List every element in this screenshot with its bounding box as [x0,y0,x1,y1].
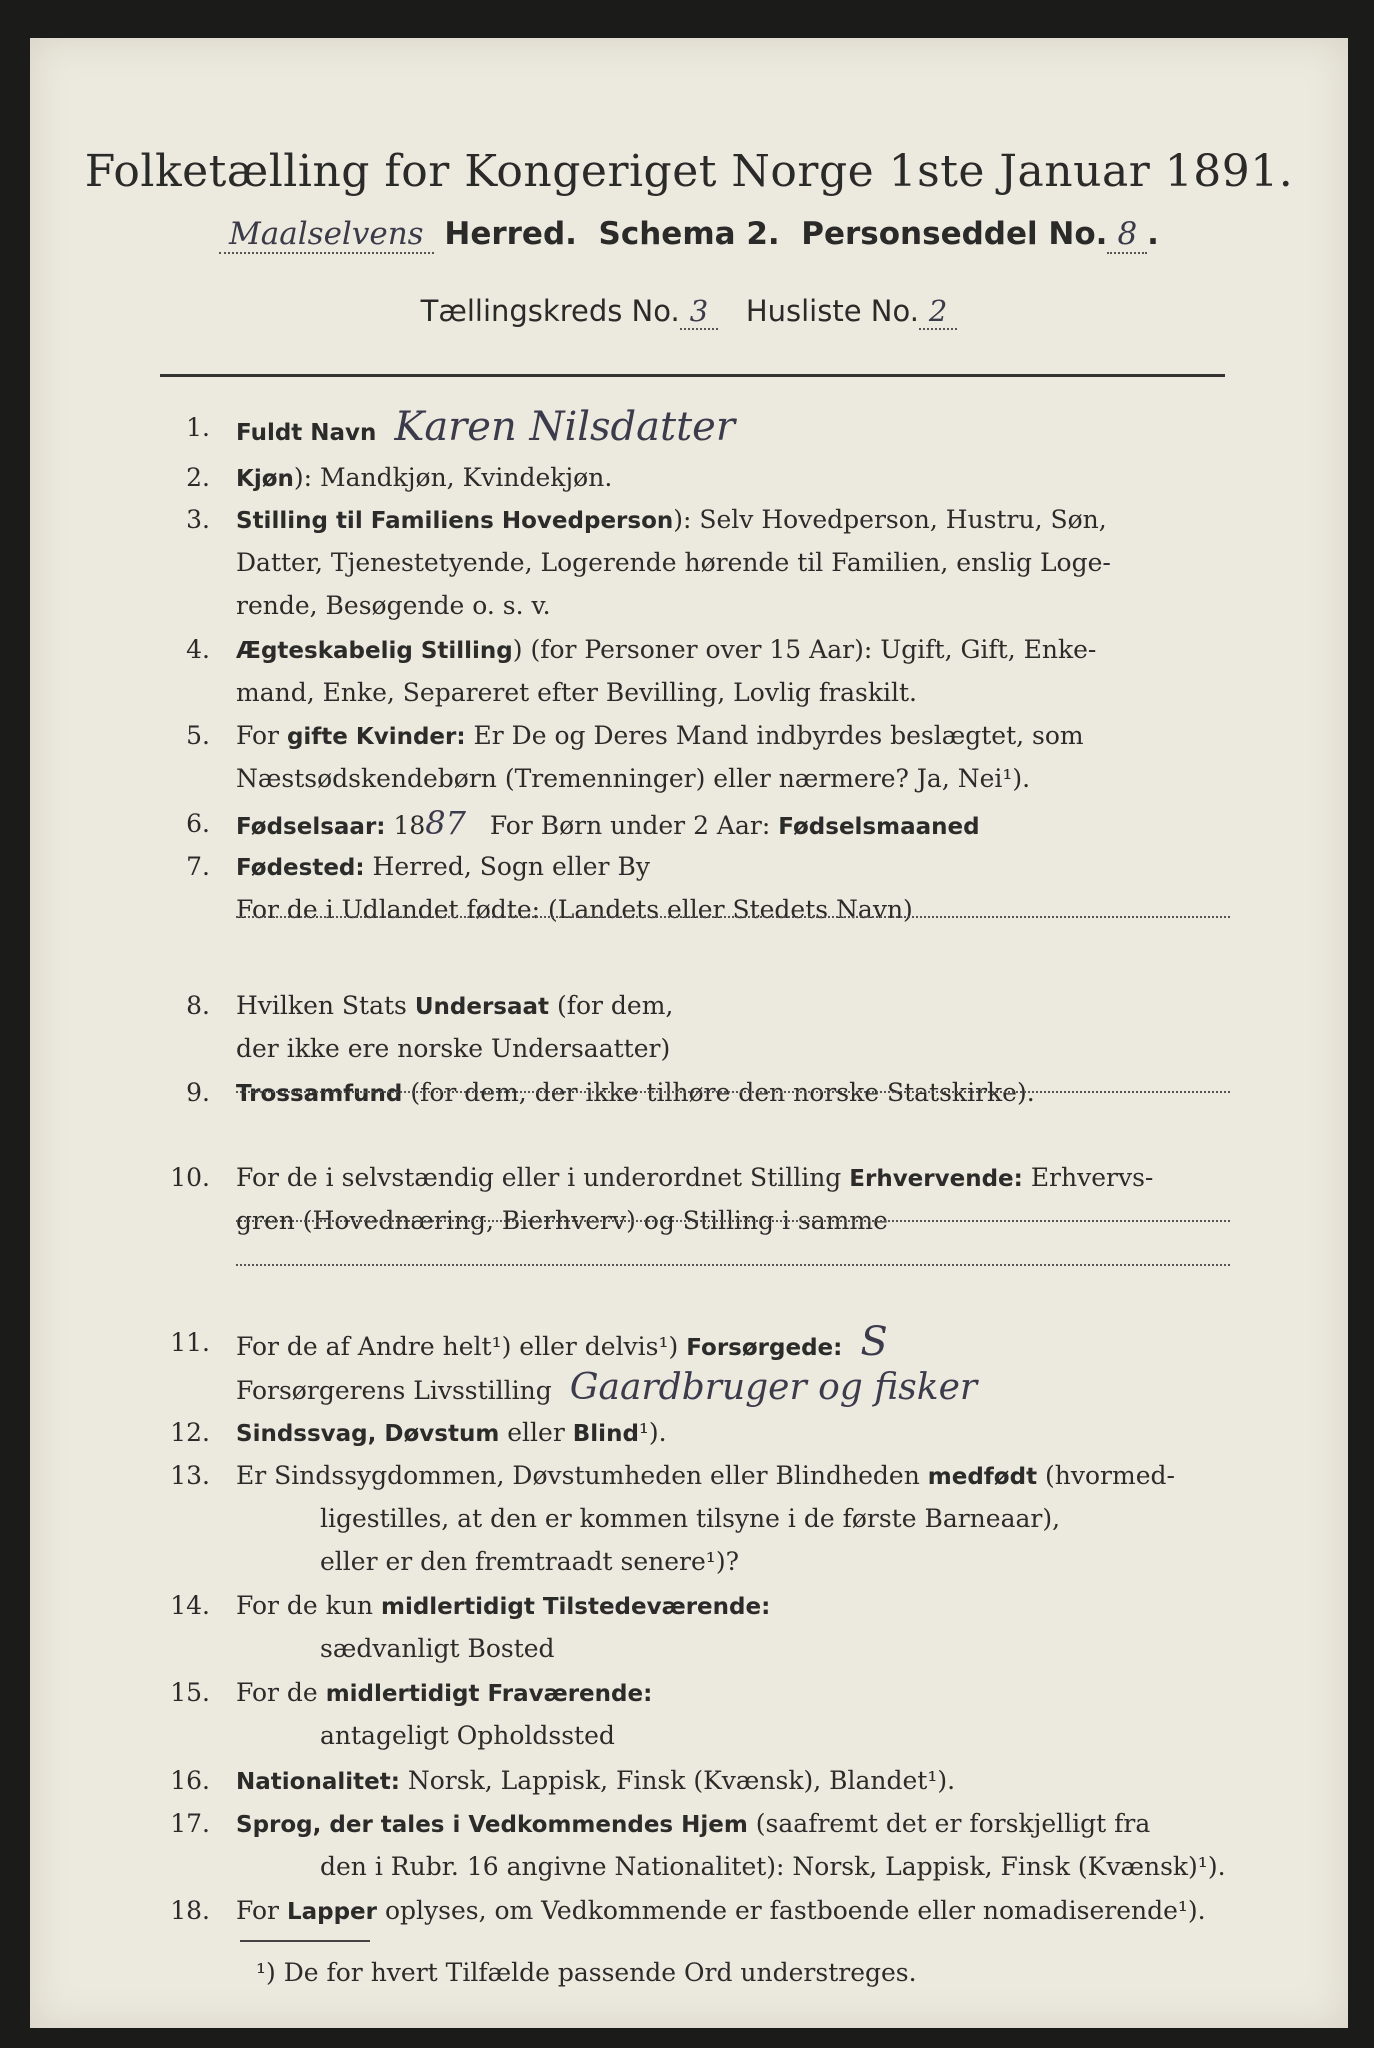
item-text: Forsørgerens Livsstilling [236,1376,552,1405]
item-number: 16. [170,1766,210,1795]
item-label: Undersaat [414,994,550,1020]
item-text: ) (for Personer over 15 Aar): Ugift, Gift, Enke- [512,635,1097,664]
item-text: antageligt Opholdssted [320,1721,615,1750]
husliste-no: 2 [919,294,957,330]
item-text: den i Rubr. 16 angivne Nationalitet): Norsk, Lappisk, Finsk (Kvænsk)¹). [320,1852,1226,1881]
item-text: Norsk, Lappisk, Finsk (Kvænsk), Blandet¹). [407,1766,956,1795]
item-label: Ægteskabelig Stilling [236,638,513,664]
item-text: For de i selvstændig eller i underordnet Stilling [236,1163,842,1192]
item-text: (for dem, [556,991,674,1020]
item-text: Datter, Tjenestetyende, Logerende hørende til Familien, enslig Loge- [236,548,1111,577]
item-text: ligestilles, at den er kommen tilsyne i de første Barneaar), [320,1504,1061,1533]
item-number: 5. [186,721,210,750]
item-text: Er De og Deres Mand indbyrdes beslægtet, som [473,721,1084,750]
item-label: Fødselsmaaned [778,814,980,840]
item-text: For de kun [236,1591,374,1620]
item-number: 7. [186,852,210,881]
item-text: For de af Andre helt¹) eller delvis¹) [236,1332,679,1361]
item-text: sædvanligt Bosted [320,1634,555,1663]
item-text: For de [236,1678,318,1707]
forsorget-value: S [860,1321,888,1365]
item-text: oplyses, om Vedkommende er fastboende eller nomadiserende¹). [384,1896,1206,1925]
item-text: For de i Udlandet fødte: (Landets eller Stedets Navn) [236,895,913,924]
husliste-label: Husliste No. [745,294,919,328]
item-text: (saafremt det er forskjelligt fra [755,1809,1151,1838]
personseddel-no: 8 [1107,216,1147,254]
item-number: 3. [186,505,210,534]
schema-label: Schema 2. [598,216,780,252]
item-number: 9. [186,1078,210,1107]
year-prefix: 18 [393,811,426,840]
item-text: Herred, Sogn eller By [372,852,650,881]
herred-label: Herred. [444,216,577,252]
item-label: Sindssvag, Døvstum [236,1421,500,1447]
item-number: 10. [170,1163,210,1192]
item-label: Kjøn [236,466,294,492]
item-text: ): Selv Hovedperson, Hustru, Søn, [673,505,1107,534]
item-label: Fuldt Navn [236,420,377,446]
full-name-value: Karen Nilsdatter [394,406,735,450]
item-label: Forsørgede: [686,1335,843,1361]
item-text: For [236,721,279,750]
item-number: 8. [186,991,210,1020]
item-label: Stilling til Familiens Hovedperson [236,508,674,534]
item-text: Er Sindssygdommen, Døvstumheden eller Blindheden [236,1461,920,1490]
form-title: Folketælling for Kongeriget Norge 1ste Januar 1891. [84,146,1294,197]
item-text: Næstsødskendebørn (Tremenninger) eller nærmere? Ja, Nei¹). [236,764,1031,793]
item-7-blank [160,916,1230,959]
item-label: Sprog, der tales i Vedkommendes Hjem [236,1812,748,1838]
item-text: mand, Enke, Separeret efter Bevilling, Lovlig fraskilt. [236,678,917,707]
item-text: gren (Hovednæring, Bierhverv) og Stilling i samme [236,1206,888,1235]
item-text: Hvilken Stats [236,991,407,1020]
item-label: Erhvervende: [849,1166,1023,1192]
item-text: eller er den fremtraadt senere¹)? [320,1547,739,1576]
item-label: gifte Kvinder: [286,724,466,750]
item-number: 6. [186,809,210,838]
item-number: 12. [170,1418,210,1447]
item-text: For Børn under 2 Aar: [489,811,771,840]
item-text: For [236,1896,279,1925]
item-number: 4. [186,635,210,664]
herred-line: Maalselvens Herred. Schema 2. Personseddel No. 8 . [30,216,1348,252]
personseddel-label: Personseddel No. [801,216,1108,252]
header-rule [160,374,1225,377]
kreds-label: Tællingskreds No. [420,294,680,328]
footnote: ¹) De for hvert Tilfælde passende Ord understreges. [256,1958,917,1987]
item-number: 18. [170,1896,210,1925]
item-number: 2. [186,463,210,492]
item-number: 17. [170,1809,210,1838]
item-label: Trossamfund [236,1081,403,1107]
item-number: 13. [170,1461,210,1490]
item-label: Fødselsaar: [236,814,386,840]
provider-occupation-value: Gaardbruger og fisker [569,1367,978,1408]
footnote-rule [240,1940,370,1942]
item-text: ¹). [638,1418,667,1447]
kreds-no: 3 [680,294,718,330]
item-10-blank-1 [160,1220,1230,1263]
item-text: der ikke ere norske Undersaatter) [236,1034,671,1063]
item-number: 1. [186,413,210,442]
item-label: Nationalitet: [236,1769,400,1795]
item-label: midlertidigt Fraværende: [325,1681,653,1707]
item-label: medfødt [927,1464,1038,1490]
item-text: rende, Besøgende o. s. v. [236,591,551,620]
item-text: eller [507,1418,565,1447]
item-label: Fødested: [236,855,365,881]
item-text: (hvormed- [1045,1461,1175,1490]
item-text: Erhvervs- [1030,1163,1154,1192]
kreds-line [30,294,1348,328]
birth-year-value: 87 [425,804,466,842]
herred-name: Maalselvens [219,216,434,254]
item-number: 11. [170,1328,210,1357]
item-label: Lapper [286,1899,377,1925]
item-10-blank-2 [160,1264,1230,1307]
item-text: ): Mandkjøn, Kvindekjøn. [293,463,613,492]
item-9-blank [160,1091,1230,1134]
census-form [30,38,1348,2028]
item-label: Blind [572,1421,639,1447]
item-number: 15. [170,1678,210,1707]
item-text: (for dem, der ikke tilhøre den norske Statskirke). [410,1078,1035,1107]
item-number: 14. [170,1591,210,1620]
item-label: midlertidigt Tilstedeværende: [380,1594,771,1620]
